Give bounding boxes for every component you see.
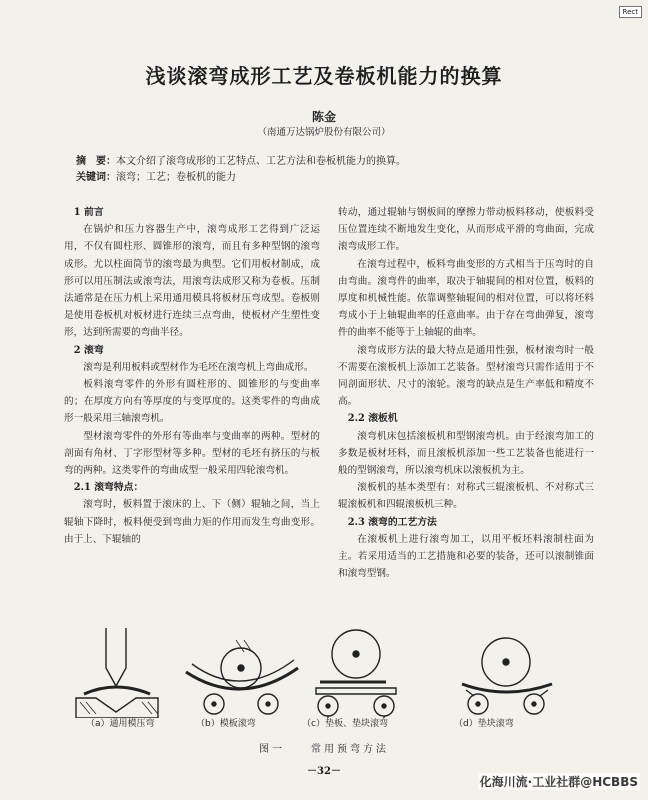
paragraph: 板料滚弯零件的外形有圆柱形的、圆锥形的与变曲率的；在厚度方向有等厚度的与变厚度的。这类零件的弯曲成形一般采用三轴滚弯机。 — [64, 379, 320, 425]
diagram-c — [316, 630, 396, 718]
abstract-line — [76, 154, 596, 170]
abstract-label: 摘 要： — [76, 156, 116, 167]
section-heading: 2 滚弯 — [73, 344, 104, 356]
keywords-label: 关键词： — [76, 172, 116, 183]
page-number: －32－ — [307, 766, 341, 777]
diagram-b — [186, 640, 298, 714]
paragraph: 在锅炉和压力容器生产中，滚弯成形工艺得到广泛运用，不仅有圆柱形、圆锥形的滚弯，而且有多种型钢的滚弯成形。尤以柱面筒节的滚弯最为典型。它们用板材制成，成形可以用压制法或滚弯法，用滚弯法成形又称为卷板。压制法通常是在压力机上采用通用模具将板材压弯成型。卷板则是使用卷板机对板材进行连续三点弯曲，使板材产生塑性变形，达到所需要的弯曲半径。 — [64, 224, 320, 339]
keywords-line — [76, 170, 596, 186]
section-heading: 2.1 滚弯特点： — [73, 482, 144, 494]
paragraph: 滚弯时，板料置于滚床的上、下（侧）辊轴之间，当上辊轴下降时，板料便受到弯曲力矩的作用而发生弯曲变形。由于上、下辊轴的 — [64, 499, 320, 545]
article-title: 浅谈滚弯成形工艺及卷板机能力的换算 — [145, 64, 503, 88]
paragraph: 滚弯是利用板料或型材作为毛坯在滚弯机上弯曲成形。 — [83, 361, 314, 373]
author-name: 陈金 — [311, 110, 336, 124]
figure-caption: 图一 常用预弯方法 — [259, 744, 389, 755]
figure-drawing — [66, 628, 586, 718]
section-heading: 2.2 滚板机 — [347, 413, 398, 425]
section-heading: 2.3 滚弯的工艺方法 — [347, 516, 437, 528]
figure-sub-b: （b）模板滚弯 — [196, 719, 256, 729]
paragraph: 滚弯机床包括滚板机和型钢滚弯机。由于经滚弯加工的多数是板材坯料，而且滚板机添加一些工艺装备也能进行一般的型钢滚弯，所以滚弯机床以滚板机为主。 — [338, 430, 594, 477]
affiliation: （南通万达锅炉股份有限公司） — [257, 127, 391, 138]
figure-sub-a: （a）通用模压弯 — [86, 719, 155, 729]
figure-sub-d: （d）垫块滚弯 — [454, 719, 514, 729]
right-column — [338, 204, 594, 582]
section-heading: 1 前言 — [73, 207, 104, 218]
left-column — [64, 204, 320, 548]
corner-stamp: Rect — [619, 6, 642, 18]
paragraph: 滚弯成形方法的最大特点是通用性强，板材滚弯时一般不需要在滚板机上添加工艺装备。型材滚弯只需作适用于不同剖面形状、尺寸的滚轮。滚弯的缺点是生产率低和精度不高。 — [338, 344, 594, 408]
abstract-block — [76, 154, 596, 186]
figure-sub-c: （c）垫板、垫块滚弯 — [302, 719, 388, 729]
diagram-a — [76, 628, 158, 718]
diagram-d — [462, 638, 552, 714]
paragraph: 滚板机的基本类型有：对称式三辊滚板机、不对称式三辊滚板机和四辊滚板机三种。 — [338, 482, 594, 511]
abstract-text: 本文介绍了滚弯成形的工艺特点、工艺方法和卷板机能力的换算。 — [116, 156, 406, 167]
paragraph: 型材滚弯零件的外形有等曲率与变曲率的两种。型材的剖面有角材、丁字形型材等多种。型材的毛坯有挤压的与板弯的两种。这类零件的弯曲成型一般采用四轮滚弯机。 — [64, 430, 320, 477]
paragraph: 在滚弯过程中，板料弯曲变形的方式相当于压弯时的自由弯曲。滚弯件的曲率，取决于轴辊间的相对位置，板料的厚度和机械性能。依靠调整轴辊间的相对位置，可以将坯料弯成小于上轴辊曲率的任意曲率。由于存在弯曲弹复，滚弯件的曲率不能等于上轴辊的曲率。 — [338, 258, 594, 339]
figure-prebend-methods — [66, 628, 586, 758]
paragraph: 转动，通过辊轴与钢板间的摩擦力带动板料移动，使板料受压位置连续不断地发生变化，从而形成平滑的弯曲面，完成滚弯成形工作。 — [338, 207, 594, 253]
keywords-text: 滚弯；工艺；卷板机的能力 — [116, 172, 236, 183]
watermark-text: 化海川流·工业社群@HCBBS — [479, 775, 638, 789]
paragraph: 在滚板机上进行滚弯加工，以用平板坯料滚制柱面为主。若采用适当的工艺措施和必要的装备，还可以滚制锥面和滚弯型钢。 — [338, 533, 594, 580]
